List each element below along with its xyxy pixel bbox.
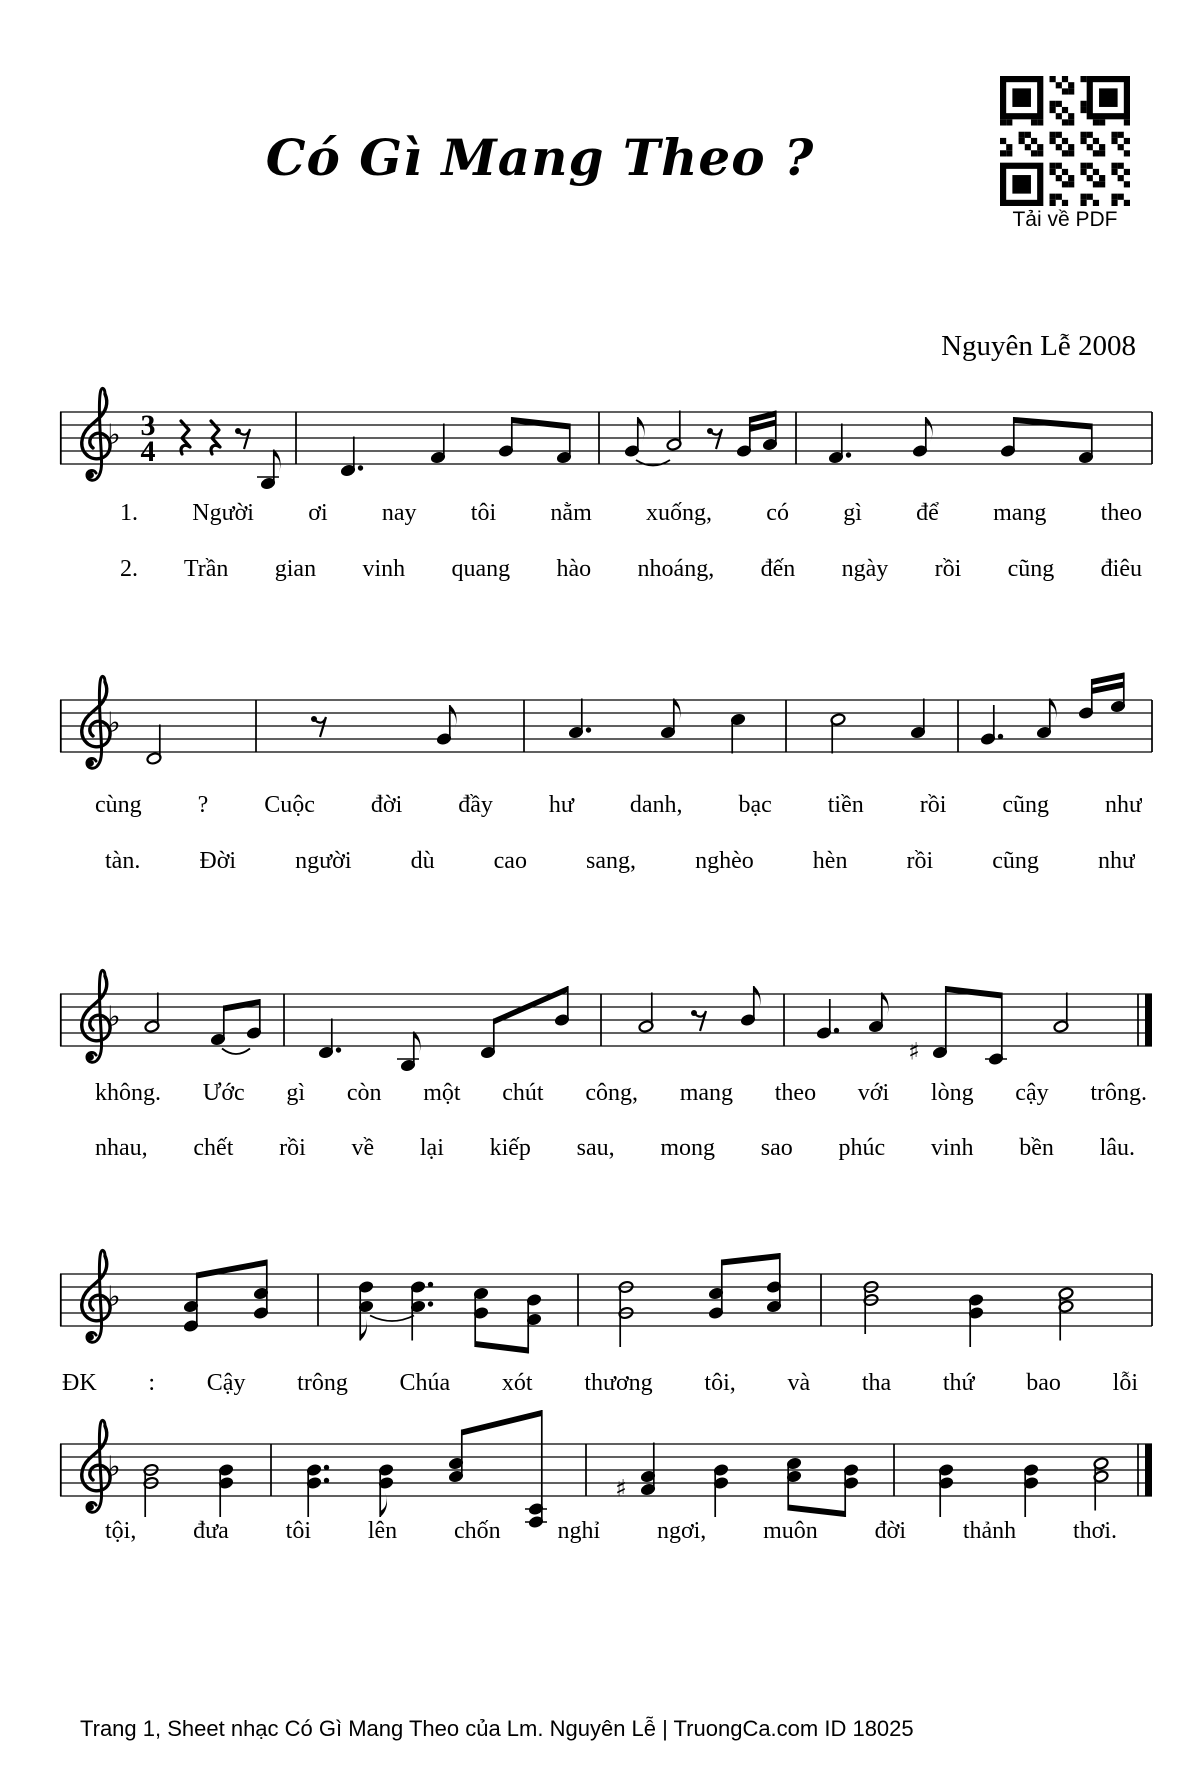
staff-system-3 — [50, 960, 1162, 1082]
staff-system-1 — [50, 378, 1162, 500]
song-title: Có Gì Mang Theo ? — [265, 128, 815, 187]
treble-clef-icon — [82, 1420, 110, 1512]
svg-text:♭: ♭ — [107, 418, 121, 451]
qr-code[interactable] — [1000, 76, 1130, 206]
svg-text:♭: ♭ — [107, 706, 121, 739]
svg-text:♯: ♯ — [908, 1037, 920, 1066]
treble-clef-icon — [82, 388, 110, 480]
lyric-verse1-line1: 1. Người ơi nay tôi nằm xuống, có gì để mang theo — [120, 500, 1142, 526]
composer-credit: Nguyên Lễ 2008 — [941, 330, 1136, 362]
treble-clef-icon — [82, 1250, 110, 1342]
svg-text:4: 4 — [140, 435, 156, 468]
qr-download-label[interactable]: Tải về PDF — [1012, 208, 1118, 231]
svg-text:3: 3 — [140, 409, 156, 442]
svg-text:♭: ♭ — [107, 1280, 121, 1313]
treble-clef-icon — [82, 676, 110, 768]
page-footer: Trang 1, Sheet nhạc Có Gì Mang Theo của Lm. Nguyên Lễ | TruongCa.com ID 18025 — [80, 1716, 914, 1741]
staff-system-4 — [50, 1240, 1162, 1362]
svg-text:♭: ♭ — [107, 1000, 121, 1033]
lyric-verse1-line3: không. Ước gì còn một chút công, mang theo với lòng cậy trông. — [95, 1080, 1147, 1106]
svg-text:♭: ♭ — [107, 1450, 121, 1483]
staff-system-2 — [50, 666, 1162, 788]
qr-download-block — [1000, 76, 1130, 232]
lyric-verse2-line2: tàn. Đời người dù cao sang, nghèo hèn rồi cũng như — [105, 848, 1135, 874]
treble-clef-icon — [82, 970, 110, 1062]
lyric-chorus-line1: ĐK : Cậy trông Chúa xót thương tôi, và tha thứ bao lỗi — [62, 1370, 1138, 1396]
lyric-verse2-line1: 2. Trần gian vinh quang hào nhoáng, đến ngày rồi cũng điêu — [120, 556, 1142, 582]
svg-text:♯: ♯ — [615, 1474, 627, 1503]
lyric-verse2-line3: nhau, chết rồi về lại kiếp sau, mong sao phúc vinh bền lâu. — [95, 1135, 1135, 1161]
lyric-chorus-line2: tội, đưa tôi lên chốn nghỉ ngơi, muôn đời thảnh thơi. — [105, 1518, 1117, 1544]
lyric-verse1-line2: cùng ? Cuộc đời đầy hư danh, bạc tiền rồi cũng như — [95, 792, 1142, 818]
